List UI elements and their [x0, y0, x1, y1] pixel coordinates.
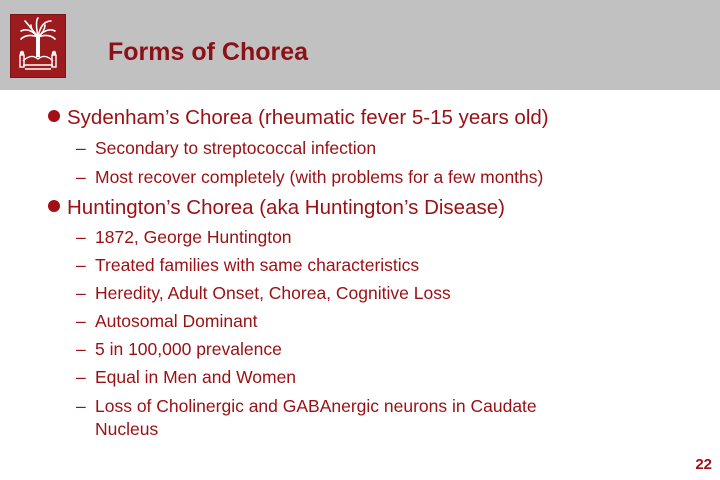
bullet-item: [48, 196, 505, 220]
sub-bullet-text: Most recover completely (with problems for a few months): [95, 167, 544, 187]
dash-marker: –: [76, 167, 86, 187]
bullet-item: [48, 106, 549, 130]
bullet-dot-icon: [48, 110, 60, 122]
bullet-text: Huntington’s Chorea (aka Huntington’s Disease): [67, 196, 505, 219]
bullet-dot-icon: [48, 200, 60, 212]
bullet-text: Sydenham’s Chorea (rheumatic fever 5-15 years old): [67, 106, 549, 129]
sub-bullet-item: [76, 254, 419, 276]
sub-bullet-text: Autosomal Dominant: [95, 311, 258, 331]
sub-bullet-text: Equal in Men and Women: [95, 367, 297, 387]
sub-bullet-text: 1872, George Huntington: [95, 227, 292, 247]
dash-marker: –: [76, 227, 86, 247]
sub-bullet-item: [76, 395, 537, 417]
sub-bullet-continuation: [76, 418, 158, 440]
sub-bullet-item: [76, 282, 451, 304]
dash-marker: –: [76, 255, 86, 275]
dash-marker: –: [76, 311, 86, 331]
dash-marker: –: [76, 283, 86, 303]
page-number: 22: [695, 456, 712, 473]
sub-bullet-item: [76, 310, 257, 332]
palmetto-logo-icon: [10, 14, 66, 78]
dash-marker: –: [76, 339, 86, 359]
sub-bullet-item: [76, 366, 296, 388]
slide-title: Forms of Chorea: [108, 38, 309, 66]
sub-bullet-text: Treated families with same characteristics: [95, 255, 420, 275]
sub-bullet-text: Secondary to streptococcal infection: [95, 138, 377, 158]
sub-bullet-item: [76, 226, 292, 248]
sub-bullet-item: [76, 137, 376, 159]
sub-bullet-text: Heredity, Adult Onset, Chorea, Cognitive Loss: [95, 283, 451, 303]
sub-bullet-item: [76, 338, 282, 360]
sub-bullet-item: [76, 166, 543, 188]
dash-marker: –: [76, 396, 86, 416]
dash-marker: –: [76, 367, 86, 387]
sub-bullet-text: Loss of Cholinergic and GABAnergic neurons in Caudate: [95, 396, 537, 416]
palmetto-tree-icon: [11, 15, 65, 77]
sub-bullet-text: 5 in 100,000 prevalence: [95, 339, 282, 359]
dash-marker: –: [76, 138, 86, 158]
sub-bullet-text: Nucleus: [95, 419, 159, 439]
